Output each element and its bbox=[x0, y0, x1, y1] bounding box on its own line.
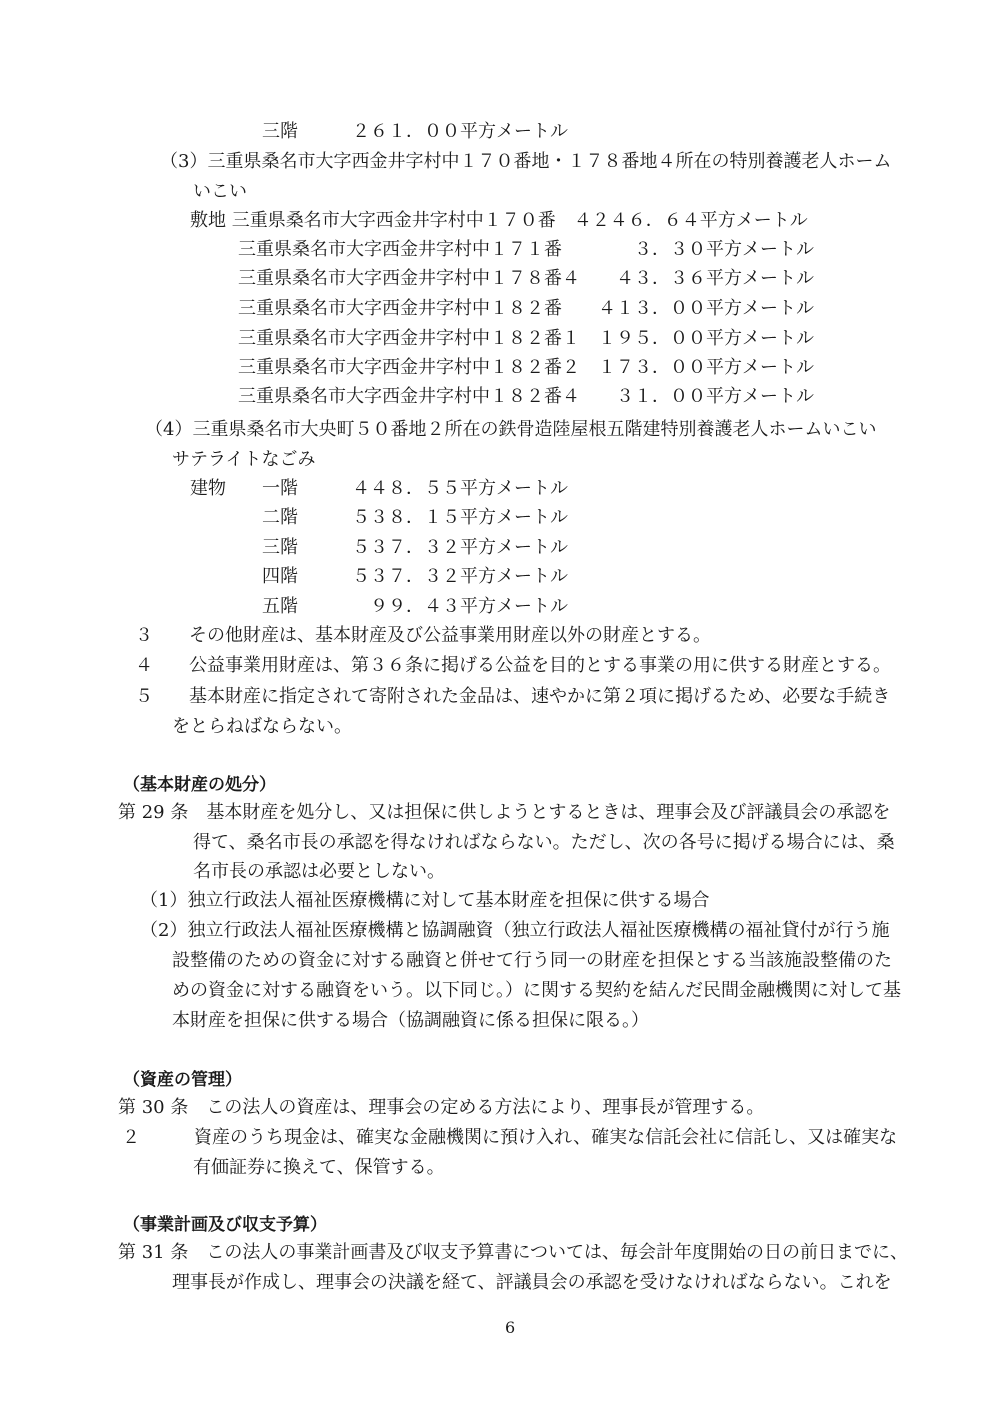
text-line: 建物 一階 ４４８．５５平方メートル bbox=[190, 478, 568, 499]
text-line: をとらねばならない。 bbox=[172, 716, 352, 737]
text-line: 三階 ２６１．００平方メートル bbox=[262, 121, 568, 142]
text-line: 二階 ５３８．１５平方メートル bbox=[262, 507, 568, 528]
text-line: （2）独立行政法人福祉医療機構と協調融資（独立行政法人福祉医療機構の福祉貸付が行う施 bbox=[140, 920, 890, 941]
text-line: 三重県桑名市大字西金井字村中１８２番１ １９５．００平方メートル bbox=[238, 328, 814, 349]
text-line: （1）独立行政法人福祉医療機構に対して基本財産を担保に供する場合 bbox=[140, 890, 710, 911]
text-line: ５ 基本財産に指定されて寄附された金品は、速やかに第２項に掲げるため、必要な手続き bbox=[135, 686, 891, 707]
text-line: ３ その他財産は、基本財産及び公益事業用財産以外の財産とする。 bbox=[135, 625, 711, 646]
text-line: ２ 資産のうち現金は、確実な金融機関に預け入れ、確実な信託会社に信託し、又は確実な bbox=[122, 1127, 898, 1148]
text-line: 第 29 条 基本財産を処分し、又は担保に供しようとするときは、理事会及び評議員会の承認を bbox=[118, 802, 891, 823]
text-line: 五階 ９９．４３平方メートル bbox=[262, 596, 568, 617]
text-line: 四階 ５３７．３２平方メートル bbox=[262, 566, 568, 587]
page-number: 6 bbox=[505, 1318, 516, 1337]
section-heading: （基本財産の処分） bbox=[123, 775, 276, 795]
text-line: サテライトなごみ bbox=[172, 449, 316, 470]
text-line: 三重県桑名市大字西金井字村中１８２番４ ３１．００平方メートル bbox=[238, 386, 814, 407]
text-line: 設整備のための資金に対する融資と併せて行う同一の財産を担保とする当該施設整備のた bbox=[172, 950, 892, 971]
text-line: 第 31 条 この法人の事業計画書及び収支予算書については、毎会計年度開始の日の前日までに、 bbox=[118, 1242, 908, 1263]
text-line: 本財産を担保に供する場合（協調融資に係る担保に限る。） bbox=[172, 1010, 649, 1031]
text-line: 第 30 条 この法人の資産は、理事会の定める方法により、理事長が管理する。 bbox=[118, 1097, 765, 1118]
text-line: 三階 ５３７．３２平方メートル bbox=[262, 537, 568, 558]
text-line: 得て、桑名市長の承認を得なければならない。ただし、次の各号に掲げる場合には、桑 bbox=[193, 832, 895, 853]
text-line: 敷地 三重県桑名市大字西金井字村中１７０番 ４２４６．６４平方メートル bbox=[190, 210, 808, 231]
text-line: めの資金に対する融資をいう。以下同じ。）に関する契約を結んだ民間金融機関に対して基 bbox=[172, 980, 901, 1001]
text-line: 理事長が作成し、理事会の決議を経て、評議員会の承認を受けなければならない。これを bbox=[172, 1272, 892, 1293]
text-line: 名市長の承認は必要としない。 bbox=[193, 861, 445, 882]
text-line: 有価証券に換えて、保管する。 bbox=[193, 1157, 445, 1178]
text-line: 三重県桑名市大字西金井字村中１８２番２ １７３．００平方メートル bbox=[238, 357, 814, 378]
section-heading: （事業計画及び収支予算） bbox=[123, 1215, 327, 1235]
text-line: いこい bbox=[193, 181, 247, 202]
text-line: ４ 公益事業用財産は、第３６条に掲げる公益を目的とする事業の用に供する財産とする。 bbox=[135, 655, 891, 676]
section-heading: （資産の管理） bbox=[123, 1070, 242, 1090]
text-line: 三重県桑名市大字西金井字村中１７８番４ ４３．３６平方メートル bbox=[238, 268, 814, 289]
text-line: （4）三重県桑名市大央町５０番地２所在の鉄骨造陸屋根五階建特別養護老人ホームいこい bbox=[145, 419, 877, 440]
text-line: （3）三重県桑名市大字西金井字村中１７０番地・１７８番地４所在の特別養護老人ホーム bbox=[160, 151, 892, 172]
text-line: 三重県桑名市大字西金井字村中１８２番 ４１３．００平方メートル bbox=[238, 298, 814, 319]
text-line: 三重県桑名市大字西金井字村中１７１番 ３．３０平方メートル bbox=[238, 239, 814, 260]
